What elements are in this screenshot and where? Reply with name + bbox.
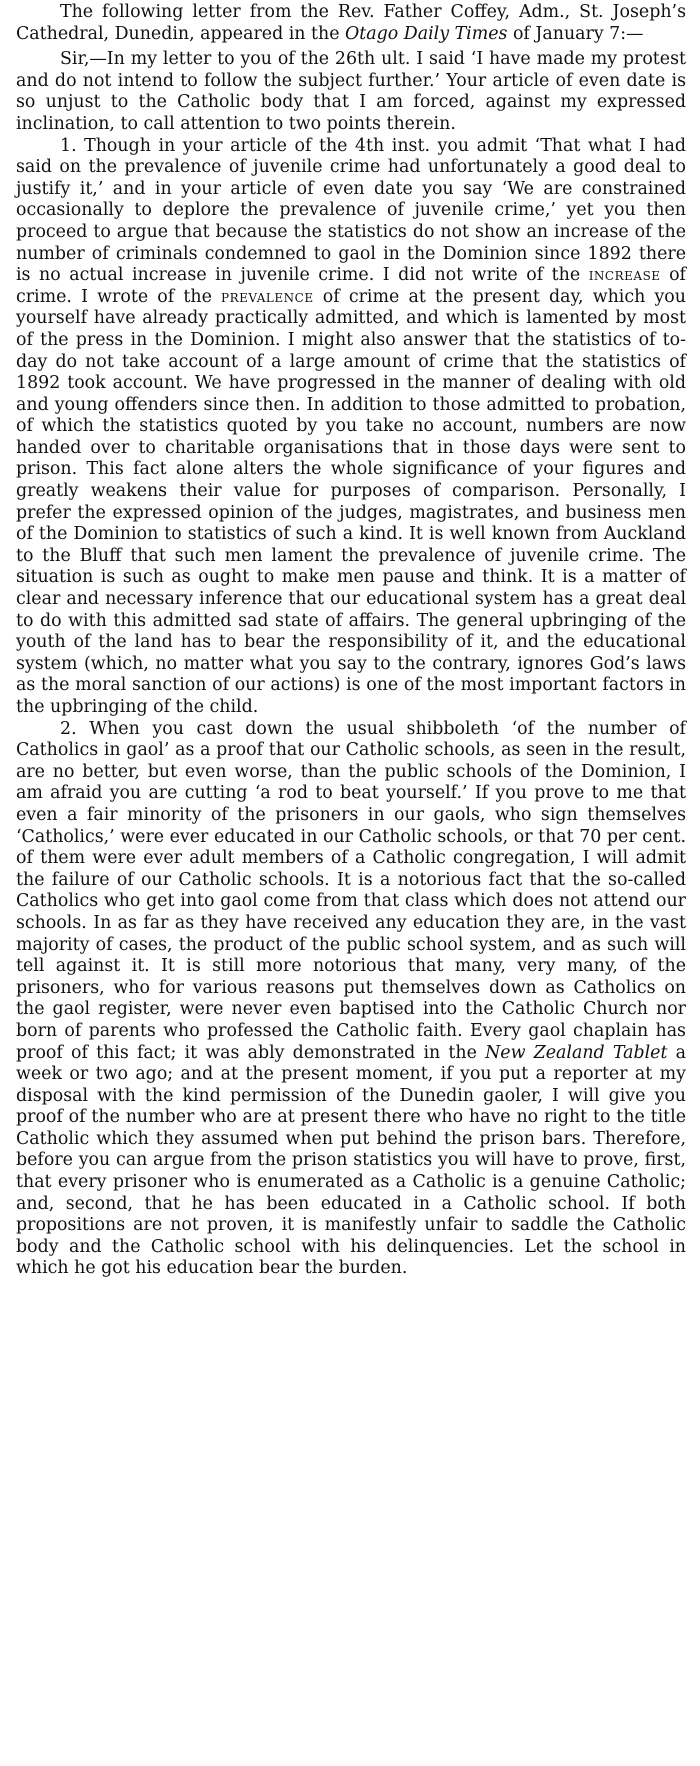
emphasis-increase: increase <box>588 265 661 286</box>
emphasis-prevalence: prevalence <box>221 286 314 307</box>
point-one-text-a: 1. Though in your article of the 4th inst. you admit ‘That what I had said on the prevalence of juvenile crime had unfortunately a good deal to justify it,’ and in your article of even date you say ‘We are constrained occasionally to deplore the prevalence of juvenile crime,’ yet you then proceed to argue that because the statistics do not show an increase of the number of criminals condemned to gaol in the Dominion since 1892 there is no actual increase in juvenile crime. I did not write of the <box>16 135 686 286</box>
newspaper-title: Otago Daily Times <box>345 23 508 44</box>
point-two-paragraph <box>16 719 686 1280</box>
intro-text: The following letter from the Rev. Father Coffey, Adm., St. Joseph’s Cathedral, Dunedin, appeared in the <box>16 2 686 44</box>
point-two-text-a: 2. When you cast down the usual shibboleth ‘of the number of Catholics in gaol’ as a proof that our Catholic schools, as seen in the result, are no better, but even worse, than the public schools of the Dominion, I am afraid you are cutting ‘a rod to beat yourself.’ If you prove to me that even a fair minority of the prisoners in our gaols, who sign themselves ‘Catholics,’ were ever educated in our Catholic schools, or that 70 per cent. of them were ever adult members of a Catholic congregation, I will admit the failure of our Catholic schools. It is a notorious fact that the so-called Catholics who get into gaol come from that class which does not attend our schools. In as far as they have received any education they are, in the vast majority of cases, the product of the public school system, and as such will tell against it. It is still more notorious that many, very many, of the prisoners, who for various reasons put themselves down as Catholics on the gaol register, were never even baptised into the Catholic Church nor born of parents who professed the Catholic faith. Every gaol chaplain has proof of this fact; it was ably demonstrated in the <box>16 718 686 1063</box>
intro-paragraph <box>16 2 686 45</box>
point-one-text-c: of crime at the present day, which you yourself have already practically admitted, and which is lamented by most of the press in the Dominion. I might also answer that the statistics of to-day do not take account of a large amount of crime that the statistics of 1892 took account. We have progressed in the manner of dealing with old and young offenders since then. In addition to those admitted to probation, of which the statistics quoted by you take no account, numbers are now handed over to charitable organisations that in those days were sent to prison. This fact alone alters the whole significance of your figures and greatly weakens their value for purposes of comparison. Personally, I prefer the expressed opinion of the judges, magistrates, and business men of the Dominion to statistics of such a kind. It is well known from Auckland to the Bluff that such men lament the prevalence of juvenile crime. The situation is such as ought to make men pause and think. It is a matter of clear and necessary inference that our educational system has a great deal to do with this admitted sad state of affairs. The general upbringing of the youth of the land has to bear the responsibility of it, and the educational system (which, no matter what you say to the contrary, ignores God’s laws as the moral sanction of our actions) is one of the most important factors in the upbringing of the child. <box>16 286 686 717</box>
point-one-text-b: of crime. I wrote of the <box>16 265 686 307</box>
point-one-paragraph <box>16 136 686 719</box>
tablet-title: New Zealand Tablet <box>485 1042 668 1063</box>
salutation-paragraph: Sir,—In my letter to you of the 26th ult. I said ‘I have made my protest and do not intend to follow the subject further.’ Your article of even date is so unjust to the Catholic body that I am forced, against my expressed inclination, to call attention to two points therein. <box>16 49 686 134</box>
point-two-text-b: a week or two ago; and at the present moment, if you put a reporter at my disposal with the kind permission of the Dunedin gaoler, I will give you proof of the number who are at present there who have no right to the title Catholic which they assumed when put behind the prison bars. Therefore, before you can argue from the prison statistics you will have to prove, first, that every prisoner who is enumerated as a Catholic is a genuine Catholic; and, second, that he has been educated in a Catholic school. If both propositions are not proven, it is manifestly unfair to saddle the Catholic body and the Catholic school with his delinquencies. Let the school in which he got his education bear the burden. <box>16 1042 686 1279</box>
intro-date: of January 7:— <box>507 23 644 44</box>
